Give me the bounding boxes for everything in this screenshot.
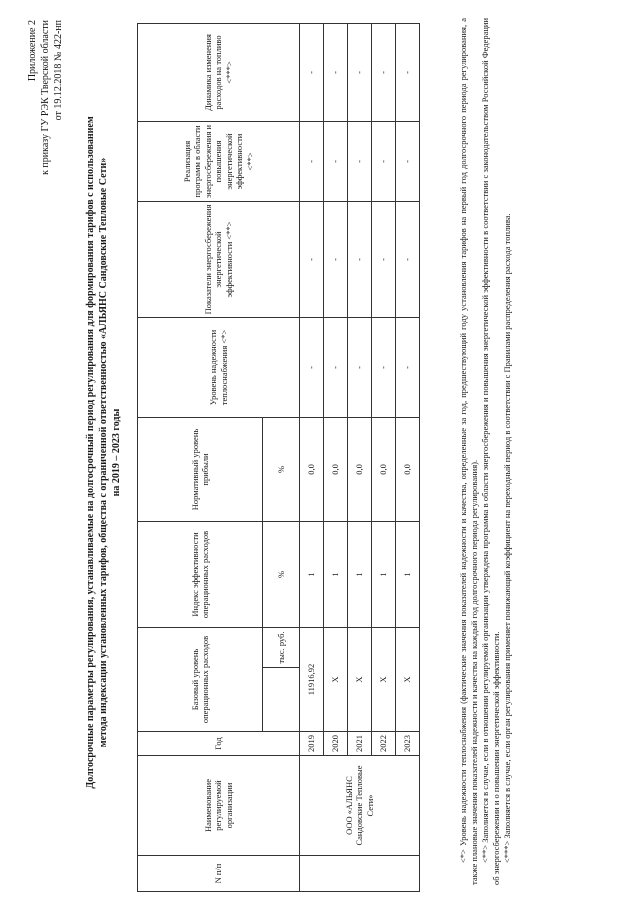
cell-energy: - [348,201,372,317]
cell-index: 1 [324,521,348,627]
footnote-fuel: <***> Заполняется в случае, если орган регулирования применяет понижающий коэффициент на переходный период в соответствии с Правилами распределения расхода топлива. [502,213,512,863]
cell-profit: 0,0 [396,417,420,521]
cell-year: 2020 [324,732,348,756]
cell-energy: - [372,201,396,317]
cell-year: 2022 [372,732,396,756]
appendix-line-2: к приказу ГУ РЭК Тверской области [40,20,51,175]
cell-program: - [324,121,348,201]
cell-profit: 0,0 [372,417,396,521]
header-program: Реализация программ в области энергосбережения и повышения энергетической эффективности <**> [138,121,300,201]
cell-program: - [372,121,396,201]
header-energy-saving: Показатели энергосбережения энергетической эффективности <**> [138,201,300,317]
parameters-table [137,23,420,892]
appendix-line-3: от 19.12.2018 № 422-нп [53,20,64,121]
units-profit: % [263,417,300,521]
title-line-3: на 2019 – 2023 годы [111,408,122,497]
appendix-line-1: Приложение 2 [27,20,38,82]
cell-energy: - [396,201,420,317]
cell-index: 1 [396,521,420,627]
footnote-reliability: <*> Уровень надежности теплоснабжения (фактические значения показателей надежности и качества, определенные за год, предшествующий году установления тарифов на первый год долгосрочного периода регулирования, а также плановые значения показателей надежности и качества на каждый год долгосрочного периода регулирования). [458,18,479,885]
cell-fuel: - [396,23,420,121]
cell-reliability: - [348,317,372,417]
header-year: Год [138,732,300,756]
cell-year: 2023 [396,732,420,756]
title-line-1: Долгосрочные параметры регулирования, устанавливаемые на долгосрочный период регулирования для формирования тарифов с использованием [85,116,96,789]
header-profit-level: Нормативный уровень прибыли [138,417,263,521]
cell-year: 2019 [300,732,324,756]
header-organization: Наименование регулируемой организации [138,756,300,856]
footnote-energy-saving: <**> Заполняется в случае, если в отношении регулируемой организации утверждена программа в области энергосбережения и повышения энергетической эффективности в соответствии с законодательством Российской Федерации об энергосбережении и о повышении энергетической эффективности. [480,18,501,885]
cell-profit: 0,0 [300,417,324,521]
header-efficiency-index: Индекс эффективности операционных расходов [138,521,263,627]
cell-base: Х [348,627,372,731]
table-row [300,23,324,891]
footnotes [458,18,513,885]
cell-energy: - [300,201,324,317]
cell-program: - [396,121,420,201]
cell-fuel: - [348,23,372,121]
cell-index: 1 [300,521,324,627]
cell-index: 1 [372,521,396,627]
cell-reliability: - [372,317,396,417]
cell-program: - [300,121,324,201]
units-blank [263,668,300,732]
header-base-level: Базовый уровень операционных расходов [138,627,263,731]
cell-reliability: - [324,317,348,417]
units-base: тыс. руб. [263,627,300,667]
title-line-2: метода индексации установленных тарифов, общества с ограниченной ответственностью «АЛЬЯНС Сандовские Тепловые Сети» [98,157,109,748]
cell-reliability: - [300,317,324,417]
cell-fuel: - [300,23,324,121]
cell-num [300,856,420,892]
cell-index: 1 [348,521,372,627]
cell-organization: ООО «АЛЬЯНС Сандовские Тепловые Сети» [300,756,420,856]
cell-reliability: - [396,317,420,417]
header-reliability: Уровень надежности теплоснабжения <*> [138,317,300,417]
cell-fuel: - [324,23,348,121]
cell-fuel: - [372,23,396,121]
cell-base: Х [324,627,348,731]
document-title [84,60,123,845]
cell-base: Х [396,627,420,731]
table-header-row [138,23,263,891]
units-index: % [263,521,300,627]
header-fuel-dynamics: Динамика изменения расходов на топливо <***> [138,23,300,121]
cell-base: 11916,92 [300,627,324,731]
cell-year: 2021 [348,732,372,756]
cell-base: Х [372,627,396,731]
cell-program: - [348,121,372,201]
cell-profit: 0,0 [324,417,348,521]
cell-profit: 0,0 [348,417,372,521]
appendix-reference [26,20,65,175]
header-num: N п/п [138,856,300,892]
cell-energy: - [324,201,348,317]
